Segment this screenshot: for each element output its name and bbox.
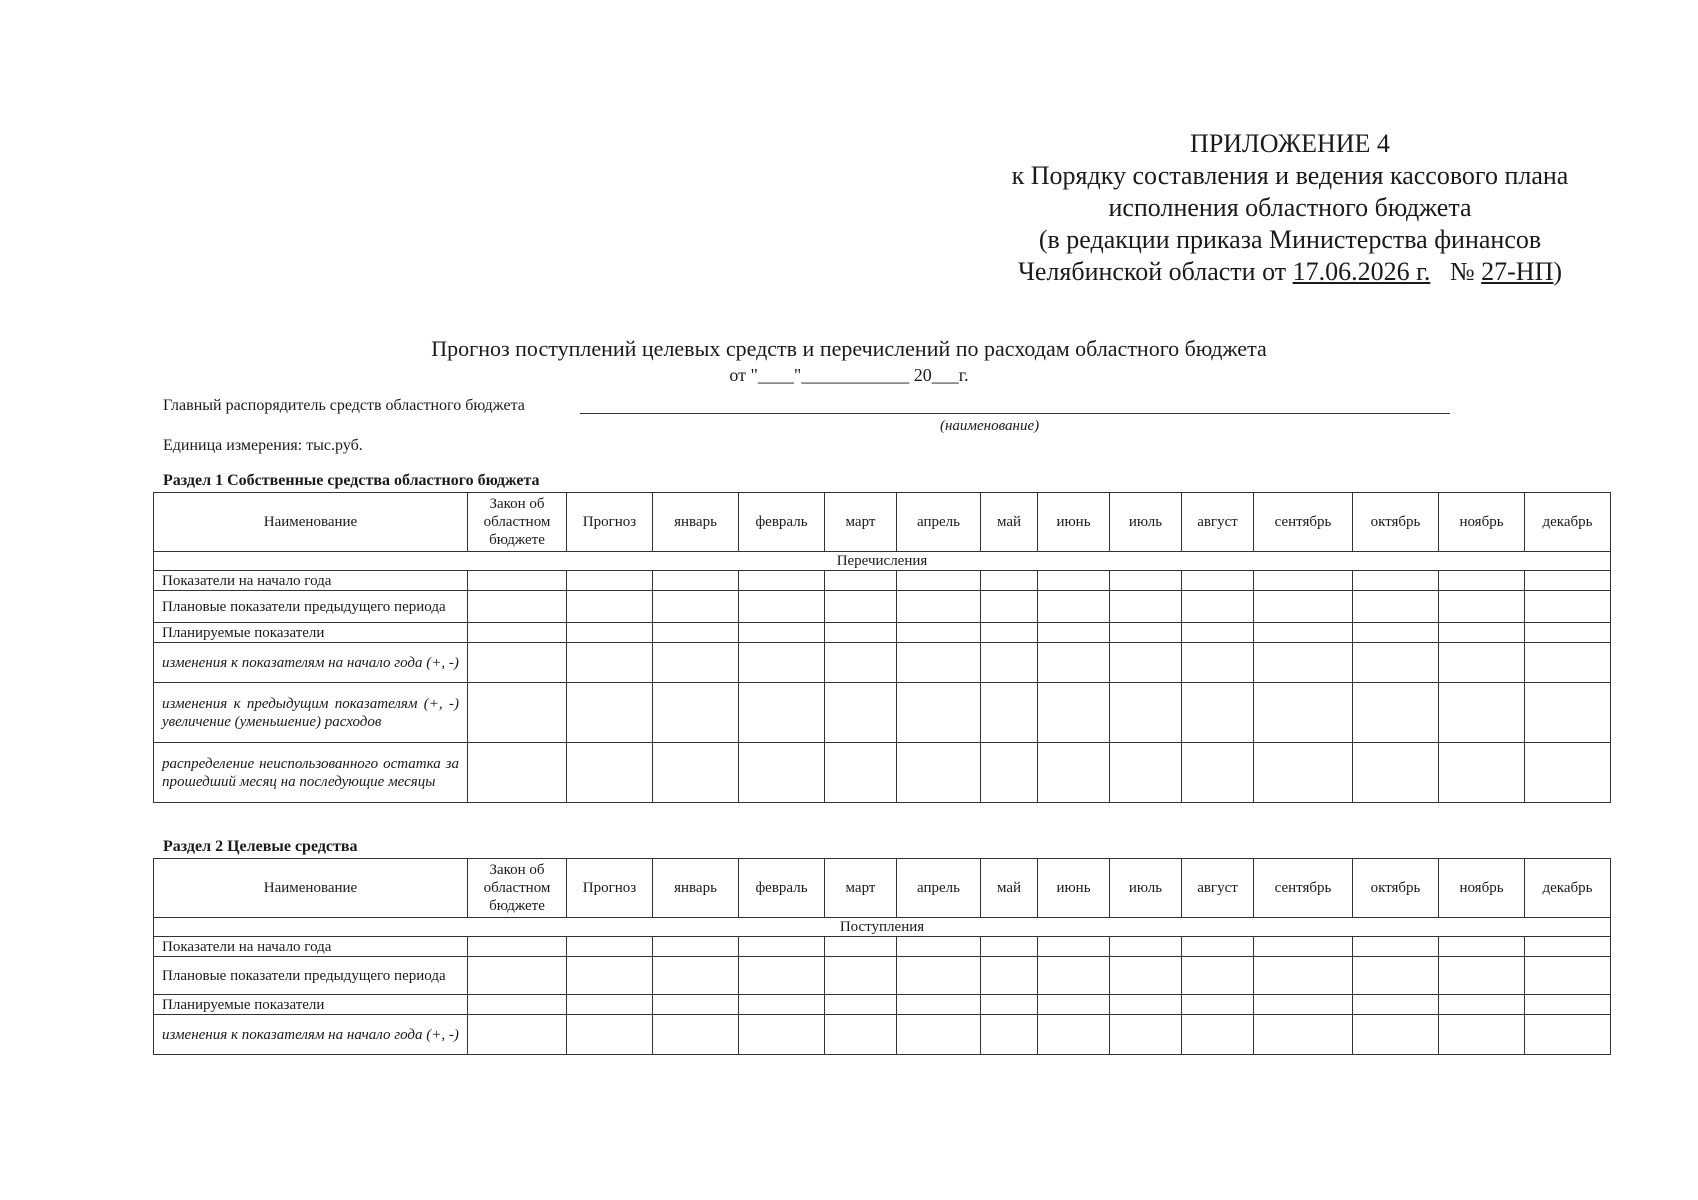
table-row (154, 591, 1611, 623)
value-cell[interactable] (1182, 571, 1254, 591)
value-cell[interactable] (1110, 683, 1182, 743)
value-cell[interactable] (1525, 591, 1611, 623)
value-cell[interactable] (897, 995, 981, 1015)
value-cell[interactable] (653, 743, 739, 803)
value-cell[interactable] (825, 643, 897, 683)
column-header: апрель (897, 859, 981, 918)
value-cell[interactable] (468, 743, 567, 803)
value-cell[interactable] (1254, 623, 1353, 643)
value-cell[interactable] (1353, 571, 1439, 591)
value-cell[interactable] (1110, 743, 1182, 803)
header-row (154, 493, 1611, 552)
value-cell[interactable] (567, 591, 653, 623)
column-header: ноябрь (1439, 859, 1525, 918)
value-cell[interactable] (653, 643, 739, 683)
value-cell[interactable] (1254, 743, 1353, 803)
value-cell[interactable] (1038, 683, 1110, 743)
value-cell[interactable] (1525, 743, 1611, 803)
column-header: Наименование (154, 859, 468, 918)
unit-label: Единица измерения: тыс.руб. (163, 437, 363, 454)
section-1-table (153, 492, 1611, 803)
appendix-title: ПРИЛОЖЕНИЕ 4 (1190, 129, 1390, 158)
row-label: Планируемые показатели (154, 623, 468, 643)
column-header: июль (1110, 493, 1182, 552)
value-cell[interactable] (653, 591, 739, 623)
value-cell[interactable] (1439, 591, 1525, 623)
column-header: май (981, 493, 1038, 552)
value-cell[interactable] (981, 643, 1038, 683)
value-cell[interactable] (1353, 591, 1439, 623)
value-cell[interactable] (1439, 683, 1525, 743)
value-cell[interactable] (897, 957, 981, 995)
document-date-line: от "____"____________ 20___г. (729, 365, 969, 385)
value-cell[interactable] (1182, 683, 1254, 743)
value-cell[interactable] (1110, 623, 1182, 643)
column-header: сентябрь (1254, 859, 1353, 918)
value-cell[interactable] (739, 957, 825, 995)
value-cell[interactable] (897, 683, 981, 743)
row-label: Показатели на начало года (154, 937, 468, 957)
order-date: 17.06.2026 г. (1292, 257, 1431, 286)
column-header: октябрь (1353, 859, 1439, 918)
value-cell[interactable] (567, 643, 653, 683)
value-cell[interactable] (1110, 995, 1182, 1015)
value-cell[interactable] (1182, 957, 1254, 995)
value-cell[interactable] (825, 957, 897, 995)
value-cell[interactable] (825, 571, 897, 591)
value-cell[interactable] (739, 995, 825, 1015)
value-cell[interactable] (1038, 591, 1110, 623)
value-cell[interactable] (739, 623, 825, 643)
group-row (154, 918, 1611, 937)
value-cell[interactable] (1525, 1015, 1611, 1055)
value-cell[interactable] (981, 937, 1038, 957)
value-cell[interactable] (567, 957, 653, 995)
value-cell[interactable] (653, 957, 739, 995)
value-cell[interactable] (653, 683, 739, 743)
value-cell[interactable] (981, 1015, 1038, 1055)
value-cell[interactable] (1525, 937, 1611, 957)
value-cell[interactable] (1038, 571, 1110, 591)
section-2-title: Раздел 2 Целевые средства (163, 838, 358, 855)
value-cell[interactable] (567, 683, 653, 743)
value-cell[interactable] (1038, 937, 1110, 957)
value-cell[interactable] (1353, 937, 1439, 957)
row-label: Плановые показатели предыдущего периода (154, 591, 468, 623)
appendix-line-4-prefix: Челябинской области от (1017, 257, 1293, 286)
group-row (154, 552, 1611, 571)
row-label: изменения к показателям на начало года (+, -) (154, 643, 468, 683)
column-header: октябрь (1353, 493, 1439, 552)
value-cell[interactable] (1254, 1015, 1353, 1055)
column-header: февраль (739, 493, 825, 552)
row-label: изменения к предыдущим показателям (+, -) увеличение (уменьшение) расходов (154, 683, 468, 743)
value-cell[interactable] (1110, 571, 1182, 591)
value-cell[interactable] (1110, 1015, 1182, 1055)
column-header: июнь (1038, 859, 1110, 918)
value-cell[interactable] (1038, 995, 1110, 1015)
column-header: июль (1110, 859, 1182, 918)
column-header: август (1182, 859, 1254, 918)
row-label: Показатели на начало года (154, 571, 468, 591)
value-cell[interactable] (567, 937, 653, 957)
value-cell[interactable] (897, 591, 981, 623)
value-cell[interactable] (1254, 643, 1353, 683)
value-cell[interactable] (468, 683, 567, 743)
value-cell[interactable] (897, 1015, 981, 1055)
number-sign: № (1449, 257, 1475, 286)
value-cell[interactable] (1353, 957, 1439, 995)
value-cell[interactable] (1439, 957, 1525, 995)
value-cell[interactable] (825, 1015, 897, 1055)
value-cell[interactable] (825, 683, 897, 743)
value-cell[interactable] (739, 937, 825, 957)
column-header: Прогноз (567, 859, 653, 918)
value-cell[interactable] (825, 937, 897, 957)
value-cell[interactable] (1439, 643, 1525, 683)
value-cell[interactable] (1182, 1015, 1254, 1055)
value-cell[interactable] (1439, 1015, 1525, 1055)
row-label: Плановые показатели предыдущего периода (154, 957, 468, 995)
value-cell[interactable] (825, 743, 897, 803)
value-cell[interactable] (1182, 643, 1254, 683)
value-cell[interactable] (653, 623, 739, 643)
value-cell[interactable] (1439, 743, 1525, 803)
table-row (154, 571, 1611, 591)
close-paren: ) (1553, 257, 1563, 286)
appendix-line-3: (в редакции приказа Министерства финансов (1038, 225, 1542, 254)
value-cell[interactable] (1439, 623, 1525, 643)
row-label: изменения к показателям на начало года (+, -) (154, 1015, 468, 1055)
value-cell[interactable] (981, 591, 1038, 623)
value-cell[interactable] (1254, 995, 1353, 1015)
column-header: Закон об областном бюджете (468, 493, 567, 552)
value-cell[interactable] (981, 743, 1038, 803)
column-header: март (825, 493, 897, 552)
value-cell[interactable] (468, 1015, 567, 1055)
value-cell[interactable] (1525, 957, 1611, 995)
value-cell[interactable] (1439, 937, 1525, 957)
value-cell[interactable] (468, 937, 567, 957)
table-row (154, 623, 1611, 643)
table-row (154, 643, 1611, 683)
column-header: Прогноз (567, 493, 653, 552)
value-cell[interactable] (1182, 743, 1254, 803)
value-cell[interactable] (468, 957, 567, 995)
header-row (154, 859, 1611, 918)
column-header: ноябрь (1439, 493, 1525, 552)
chief-manager-note: (наименование) (940, 418, 1040, 434)
table-row (154, 743, 1611, 803)
value-cell[interactable] (1525, 995, 1611, 1015)
column-header: февраль (739, 859, 825, 918)
section-2-table (153, 858, 1611, 1055)
column-header: август (1182, 493, 1254, 552)
value-cell[interactable] (981, 957, 1038, 995)
column-header: Наименование (154, 493, 468, 552)
value-cell[interactable] (739, 643, 825, 683)
value-cell[interactable] (1038, 623, 1110, 643)
value-cell[interactable] (981, 683, 1038, 743)
value-cell[interactable] (567, 1015, 653, 1055)
value-cell[interactable] (897, 623, 981, 643)
value-cell[interactable] (567, 623, 653, 643)
column-header: декабрь (1525, 859, 1611, 918)
section-1-title: Раздел 1 Собственные средства областного бюджета (163, 472, 540, 489)
value-cell[interactable] (653, 1015, 739, 1055)
value-cell[interactable] (1525, 643, 1611, 683)
value-cell[interactable] (1254, 683, 1353, 743)
value-cell[interactable] (897, 937, 981, 957)
row-label: распределение неиспользованного остатка за прошедший месяц на последующие месяцы (154, 743, 468, 803)
appendix-line-4 (940, 256, 1640, 288)
value-cell[interactable] (1182, 995, 1254, 1015)
value-cell[interactable] (1254, 937, 1353, 957)
value-cell[interactable] (1353, 683, 1439, 743)
value-cell[interactable] (825, 591, 897, 623)
value-cell[interactable] (739, 1015, 825, 1055)
value-cell[interactable] (739, 743, 825, 803)
value-cell[interactable] (1182, 623, 1254, 643)
table-row (154, 995, 1611, 1015)
value-cell[interactable] (1110, 643, 1182, 683)
value-cell[interactable] (897, 743, 981, 803)
column-header: май (981, 859, 1038, 918)
value-cell[interactable] (739, 571, 825, 591)
chief-manager-label: Главный распорядитель средств областного бюджета (163, 397, 525, 414)
value-cell[interactable] (1038, 743, 1110, 803)
value-cell[interactable] (897, 643, 981, 683)
table-row (154, 1015, 1611, 1055)
column-header: сентябрь (1254, 493, 1353, 552)
value-cell[interactable] (1110, 591, 1182, 623)
appendix-line-2: исполнения областного бюджета (1108, 193, 1472, 222)
table-row (154, 683, 1611, 743)
value-cell[interactable] (825, 995, 897, 1015)
group-label: Перечисления (154, 552, 1611, 571)
chief-manager-field[interactable] (580, 413, 1450, 414)
table-row (154, 937, 1611, 957)
column-header: июнь (1038, 493, 1110, 552)
row-label: Планируемые показатели (154, 995, 468, 1015)
value-cell[interactable] (739, 591, 825, 623)
value-cell[interactable] (567, 995, 653, 1015)
value-cell[interactable] (567, 571, 653, 591)
value-cell[interactable] (653, 937, 739, 957)
value-cell[interactable] (1182, 937, 1254, 957)
value-cell[interactable] (468, 571, 567, 591)
group-label: Поступления (154, 918, 1611, 937)
value-cell[interactable] (1353, 1015, 1439, 1055)
value-cell[interactable] (653, 995, 739, 1015)
appendix-line-1: к Порядку составления и ведения кассового плана (1011, 161, 1569, 190)
value-cell[interactable] (825, 623, 897, 643)
value-cell[interactable] (1254, 571, 1353, 591)
value-cell[interactable] (1110, 957, 1182, 995)
value-cell[interactable] (1038, 957, 1110, 995)
column-header: январь (653, 493, 739, 552)
value-cell[interactable] (1525, 571, 1611, 591)
value-cell[interactable] (1254, 957, 1353, 995)
order-number: 27-НП (1481, 257, 1554, 286)
value-cell[interactable] (1525, 683, 1611, 743)
value-cell[interactable] (1182, 591, 1254, 623)
value-cell[interactable] (468, 591, 567, 623)
column-header: март (825, 859, 897, 918)
value-cell[interactable] (468, 623, 567, 643)
value-cell[interactable] (468, 995, 567, 1015)
value-cell[interactable] (468, 643, 567, 683)
appendix-header (940, 128, 1640, 288)
document-title: Прогноз поступлений целевых средств и перечислений по расходам областного бюджета (431, 336, 1267, 361)
column-header: декабрь (1525, 493, 1611, 552)
column-header: Закон об областном бюджете (468, 859, 567, 918)
value-cell[interactable] (1110, 937, 1182, 957)
column-header: январь (653, 859, 739, 918)
column-header: апрель (897, 493, 981, 552)
value-cell[interactable] (1353, 643, 1439, 683)
value-cell[interactable] (981, 623, 1038, 643)
value-cell[interactable] (1038, 643, 1110, 683)
value-cell[interactable] (981, 995, 1038, 1015)
value-cell[interactable] (1254, 591, 1353, 623)
value-cell[interactable] (981, 571, 1038, 591)
value-cell[interactable] (567, 743, 653, 803)
value-cell[interactable] (1525, 623, 1611, 643)
value-cell[interactable] (739, 683, 825, 743)
value-cell[interactable] (1439, 995, 1525, 1015)
value-cell[interactable] (653, 571, 739, 591)
value-cell[interactable] (1038, 1015, 1110, 1055)
value-cell[interactable] (1353, 743, 1439, 803)
value-cell[interactable] (1439, 571, 1525, 591)
value-cell[interactable] (897, 571, 981, 591)
value-cell[interactable] (1353, 623, 1439, 643)
table-row (154, 957, 1611, 995)
value-cell[interactable] (1353, 995, 1439, 1015)
